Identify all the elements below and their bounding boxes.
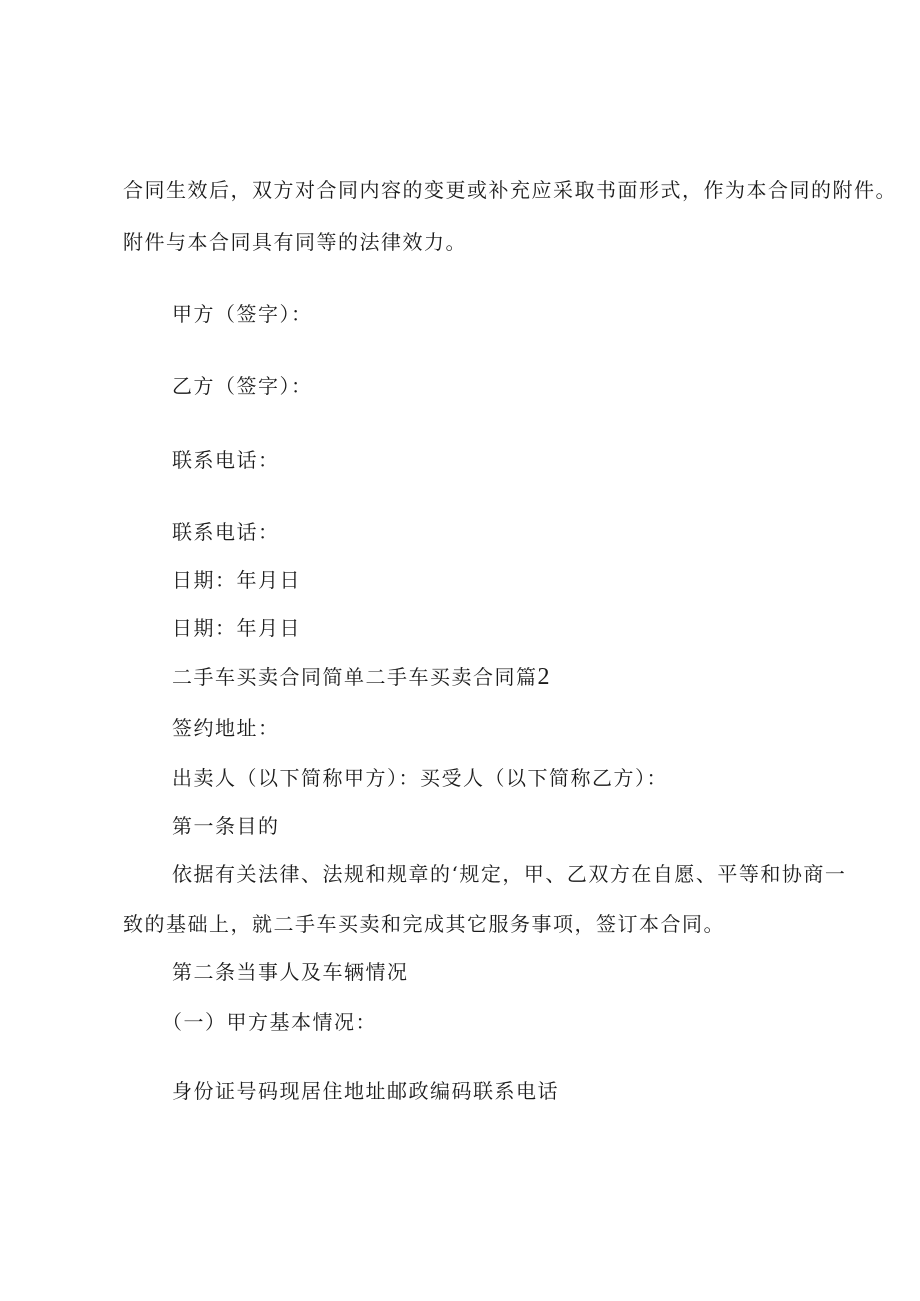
article-one-text-line-1: 依据有关法律、法规和规章的‘规定，甲、乙双方在自愿、平等和协商一 — [172, 862, 847, 886]
party-a-info-fields: 身份证号码现居住地址邮政编码联系电话 — [172, 1079, 559, 1103]
date-1: 日期：年月日 — [172, 568, 301, 592]
contact-phone-1: 联系电话： — [172, 448, 280, 472]
article-two-title: 第二条当事人及车辆情况 — [172, 960, 409, 984]
section-heading-number: 2 — [537, 664, 550, 690]
contact-phone-2: 联系电话： — [172, 520, 280, 544]
party-b-signature: 乙方（签字）： — [172, 374, 313, 398]
paragraph-line-2: 附件与本合同具有同等的法律效力。 — [123, 230, 467, 254]
article-one-title: 第一条目的 — [172, 814, 280, 838]
section-heading — [172, 663, 550, 691]
seller-buyer-line: 出卖人（以下简称甲方）：买受人（以下简称乙方）： — [172, 766, 668, 790]
signing-address: 签约地址： — [172, 716, 280, 740]
article-one-text-line-2: 致的基础上，就二手车买卖和完成其它服务事项，签订本合同。 — [123, 912, 725, 936]
date-2: 日期：年月日 — [172, 616, 301, 640]
party-a-signature: 甲方（签字）： — [172, 302, 313, 326]
paragraph-line-1: 合同生效后，双方对合同内容的变更或补充应采取书面形式，作为本合同的附件。 — [123, 178, 897, 202]
party-a-basic-info-title: （一）甲方基本情况： — [162, 1010, 377, 1034]
section-heading-text: 二手车买卖合同简单二手车买卖合同篇 — [172, 665, 538, 689]
